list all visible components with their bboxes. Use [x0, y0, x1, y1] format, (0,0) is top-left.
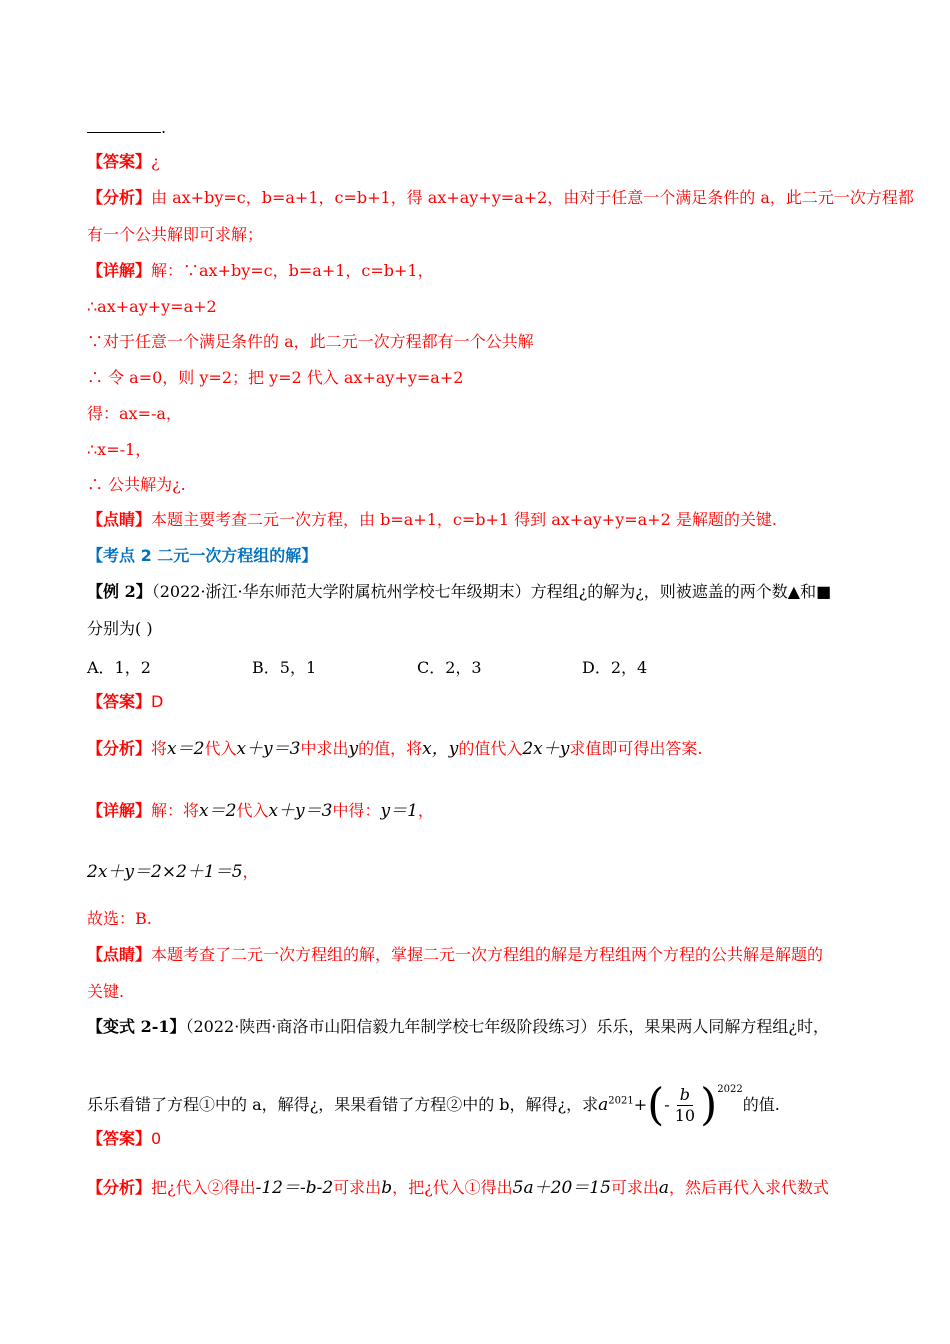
point-2-line2: 关键. [87, 982, 125, 1001]
answer-blank: . [87, 118, 166, 138]
analysis-1-line1: 【分析】由 ax+by=c，b=a+1，c=b+1，得 ax+ay+y=a+2，由对于任意一个满足条件的 a，此二元一次方程都 [87, 188, 914, 207]
detail-1-line1: 【详解】解：∵ax+by=c，b=a+1，c=b+1， [87, 261, 434, 280]
point-1: 【点睛】本题主要考查二元一次方程，由 b=a+1，c=b+1 得到 ax+ay+y=a+2 是解题的关键. [87, 510, 777, 529]
left-paren: ( [647, 1079, 665, 1131]
answer-1: 【答案】¿ [87, 152, 160, 171]
detail-1-line5: 得：ax=-a， [87, 404, 182, 423]
blank-line [87, 118, 161, 133]
choice-statement: 故选：B. [87, 909, 152, 928]
detail-2-line1: 【详解】解：将x＝2代入x＋y＝3中得：y＝1， [87, 801, 434, 821]
option-a: A．1，2 [87, 658, 151, 677]
analysis-2: 【分析】将x＝2代入x＋y＝3中求出y的值，将x，y的值代入2x＋y求值即可得出答案. [87, 739, 703, 759]
answer-2: 【答案】D [87, 692, 164, 711]
right-paren: ) [700, 1079, 718, 1131]
detail-1-line2: ∴ax+ay+y=a+2 [87, 297, 217, 316]
example-2-line1: 【例 2】（2022·浙江·华东师范大学附属杭州学校七年级期末）方程组¿的解为¿，则被遮盖的两个数▲和■ [87, 582, 832, 601]
detail-2-line2: 2x＋y＝2×2＋1＝5， [87, 862, 259, 882]
example-2-line2: 分别为( ) [87, 619, 153, 638]
option-c: C．2，3 [417, 658, 482, 677]
detail-1-line7: ∴ 公共解为¿. [87, 475, 186, 494]
option-b: B．5，1 [252, 658, 317, 677]
analysis-3: 【分析】把¿代入②得出-12＝-b-2可求出b，把¿代入①得出5a＋20＝15可求出a，然后再代入求代数式 [87, 1178, 830, 1198]
variant-2-1-line1: 【变式 2-1】（2022·陕西·商洛市山阳信毅九年制学校七年级阶段练习）乐乐，果果两人同解方程组¿时， [87, 1017, 829, 1036]
analysis-1-line2: 有一个公共解即可求解； [87, 225, 264, 244]
answer-3: 【答案】0 [87, 1129, 162, 1148]
detail-1-line3: ∵对于任意一个满足条件的 a，此二元一次方程都有一个公共解 [87, 332, 534, 351]
fraction: $\frac{b}{10}$ [674, 1085, 696, 1125]
detail-1-line4: ∴ 令 a=0，则 y=2；把 y=2 代入 ax+ay+y=a+2 [87, 368, 464, 387]
detail-1-line6: ∴x=-1， [87, 440, 152, 459]
section-heading: 【考点 2 二元一次方程组的解】 [87, 546, 318, 565]
variant-2-1-line2: 乐乐看错了方程①中的 a，解得¿，果果看错了方程②中的 b，解得¿，求$a^{2021}+(-$ $\frac{b}{10}$ )$^{2022}$的值. [87, 1079, 780, 1131]
point-2-line1: 【点睛】本题考查了二元一次方程组的解，掌握二元一次方程组的解是方程组两个方程的公共解是解题的 [87, 945, 824, 964]
option-d: D．2，4 [582, 658, 648, 677]
